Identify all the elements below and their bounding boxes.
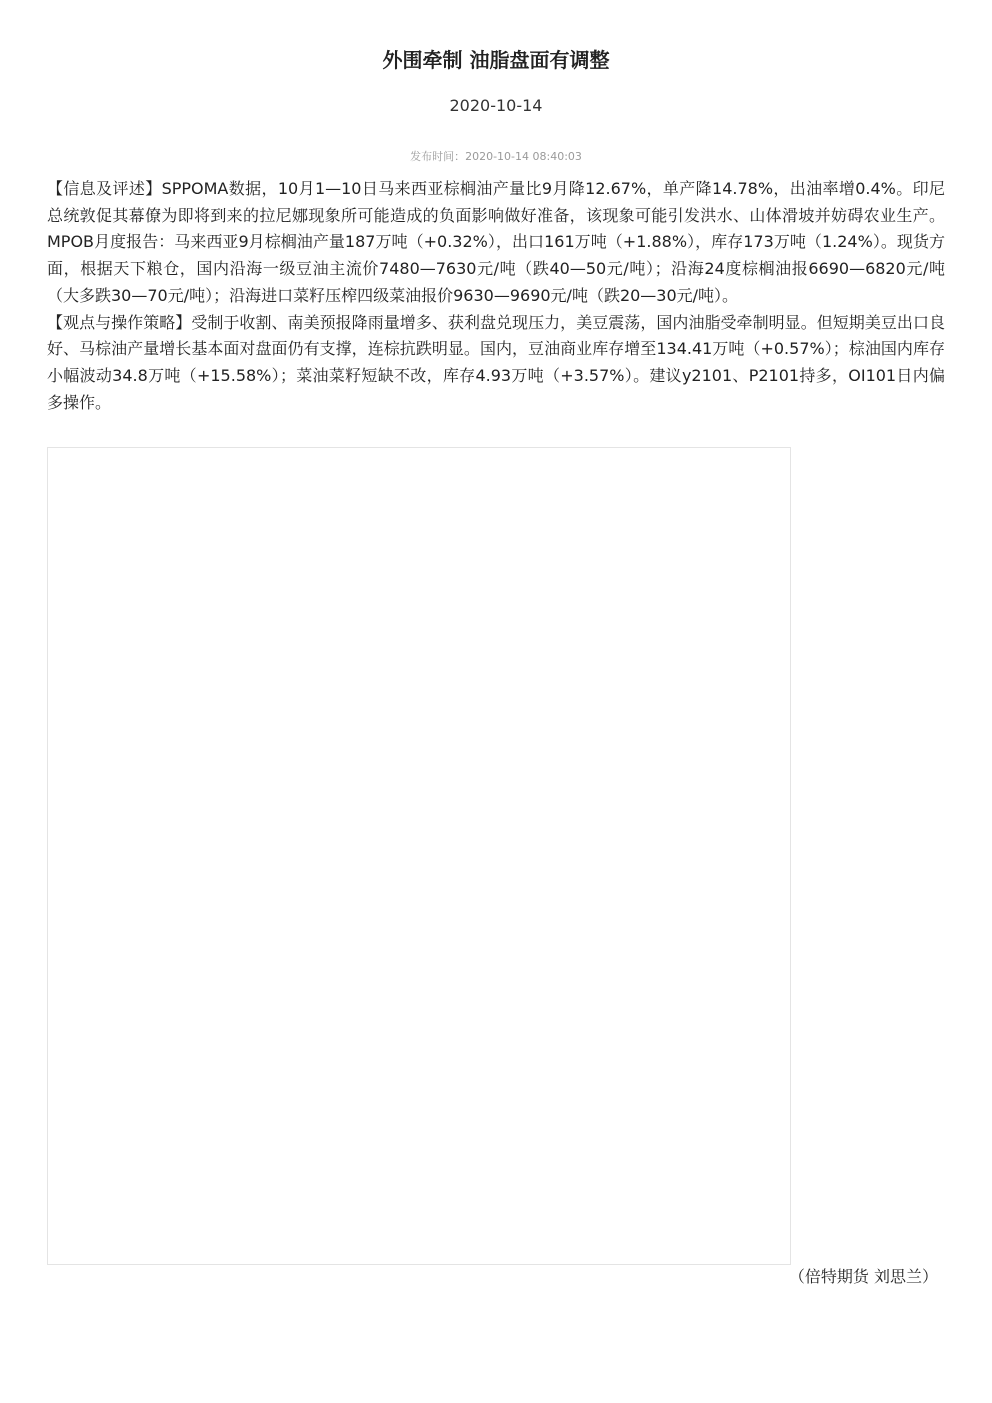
article-date: 2020-10-14 [449, 96, 543, 115]
article-title: 外围牵制 油脂盘面有调整 [382, 48, 610, 72]
chart-image-placeholder [47, 447, 791, 1265]
paragraph-info-commentary: 【信息及评述】SPPOMA数据，10月1—10日马来西亚棕榈油产量比9月降12.67%，单产降14.78%，出油率增0.4%。印尼总统敦促其幕僚为即将到来的拉尼娜现象所可能造成的负面影响做好准备，该现象可能引发洪水、山体滑坡并妨碍农业生产。MPOB月度报告：马来西亚9月棕榈油产量187万吨（+0.32%），出口161万吨（+1.88%），库存173万吨（1.24%）。现货方面，根据天下粮仓，国内沿海一级豆油主流价7480—7630元/吨（跌40—50元/吨）；沿海24度棕榈油报6690—6820元/吨（大多跌30—70元/吨）；沿海进口菜籽压榨四级菜油报价9630—9690元/吨（跌20—30元/吨）。 [47, 179, 945, 305]
publish-time: 2020-10-14 08:40:03 [465, 150, 582, 163]
publish-label: 发布时间： [410, 150, 466, 163]
paragraph-strategy: 【观点与操作策略】受制于收割、南美预报降雨量增多、获利盘兑现压力，美豆震荡，国内油脂受牵制明显。但短期美豆出口良好、马棕油产量增长基本面对盘面仍有支撑，连棕抗跌明显。国内，豆油商业库存增至134.41万吨（+0.57%）；棕油国内库存小幅波动34.8万吨（+15.58%）；菜油菜籽短缺不改，库存4.93万吨（+3.57%）。建议y2101、P2101持多，OI101日内偏多操作。 [47, 312, 945, 412]
article-body [47, 176, 945, 416]
author-signature: （倍特期货 刘思兰） [788, 1267, 938, 1286]
publish-info [0, 148, 992, 166]
